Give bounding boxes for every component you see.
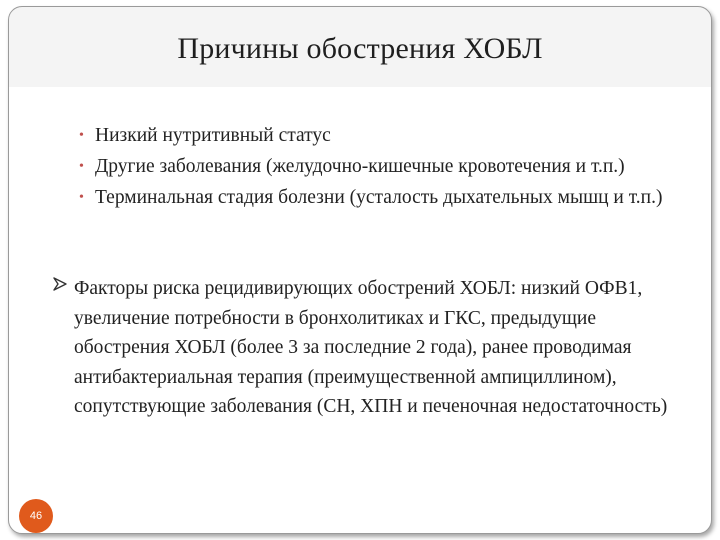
sub-bullet-text: Низкий нутритивный статус [95, 125, 331, 146]
slide-frame [8, 6, 712, 534]
sub-bullet-item [77, 151, 687, 182]
main-bullet-text: Факторы риска рецидивирующих обострений ХОБЛ: низкий ОФВ1, увеличение потребности в бронхолитиках и ГКС, предыдущие обострения ХОБЛ (более 3 за последние 2 года), ранее проводимая антибактериальная терапия (преимущественной ампициллином), сопутствующие заболевания (СН, ХПН и печеночная недостаточность) [74, 278, 668, 417]
page-number-badge: 46 [19, 499, 53, 533]
sub-bullet-text: Другие заболевания (желудочно-кишечные кровотечения и т.п.) [95, 156, 625, 177]
sub-bullet-item [77, 120, 687, 151]
main-bullet-item [53, 274, 693, 422]
sub-bullet-item [77, 182, 687, 213]
dot-bullet-icon: • [79, 159, 84, 174]
sub-bullet-text: Терминальная стадия болезни (усталость дыхательных мышц и т.п.) [95, 187, 663, 208]
dot-bullet-icon: • [79, 128, 84, 143]
slide-title: Причины обострения ХОБЛ [177, 32, 543, 65]
sub-bullet-list [77, 120, 687, 213]
arrowhead-bullet-icon [53, 277, 67, 291]
dot-bullet-icon: • [79, 190, 84, 205]
